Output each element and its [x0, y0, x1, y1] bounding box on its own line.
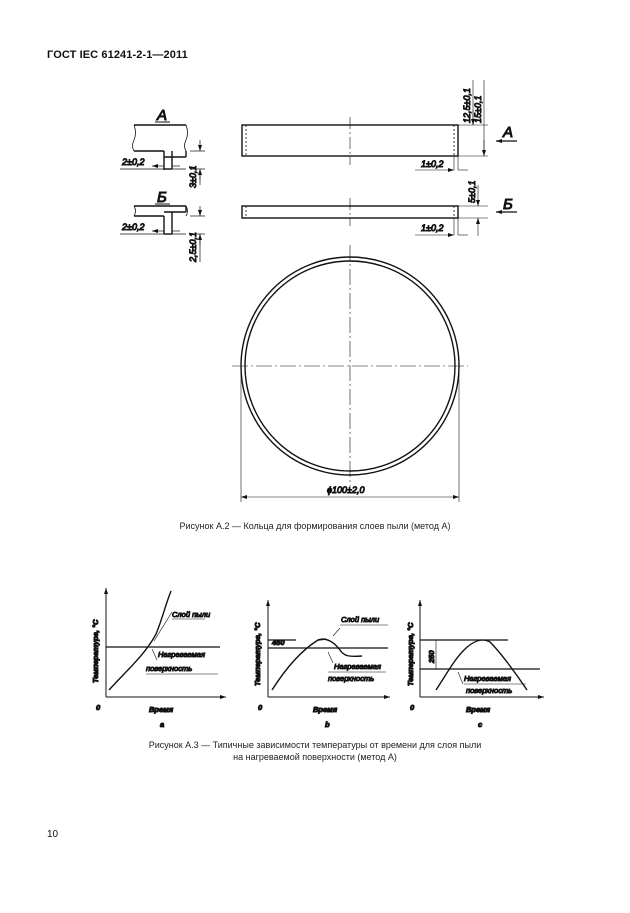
- dim-b-height: 2,5±0,1: [188, 232, 198, 262]
- chart-c-x-label: Время: [466, 705, 491, 714]
- dim-ring-b-h: 5±0,1: [467, 180, 477, 203]
- figure-a2-caption: Рисунок А.2 — Кольца для формирования слоев пыли (метод А): [179, 521, 451, 531]
- chart-b-label-layer: Слой пыли: [341, 615, 380, 624]
- chart-c: [406, 600, 544, 729]
- chart-a: [91, 588, 226, 729]
- chart-a-letter: a: [160, 720, 165, 729]
- dim-ring-a-h1: 12,5±0,1: [462, 88, 472, 123]
- chart-c-value-250: 250: [427, 650, 436, 663]
- document-header: ГОСТ IEC 61241-2-1—2011: [47, 49, 188, 61]
- view-arrow-a: А: [503, 124, 514, 141]
- dim-b-width: 2±0,2: [122, 222, 145, 232]
- chart-b-y-label: Температура, °С: [253, 622, 262, 686]
- detail-a: [120, 107, 205, 188]
- chart-a-origin: 0: [96, 703, 101, 712]
- chart-a-y-label: Температура, °С: [91, 619, 100, 683]
- chart-b-label-surface-2: поверхность: [328, 674, 375, 683]
- dim-ring-b-step: 1±0,2: [421, 223, 444, 233]
- chart-b-letter: b: [325, 720, 330, 729]
- ring-top-view: [232, 245, 468, 502]
- dim-diameter: ϕ100±2,0: [327, 485, 365, 495]
- dim-a-height: 3±0,1: [188, 165, 198, 188]
- chart-b-label-surface-1: Нагреваемая: [334, 662, 381, 671]
- page-number: 10: [47, 829, 59, 840]
- dim-a-width: 2±0,2: [122, 157, 145, 167]
- chart-a-label-layer: Слой пыли: [172, 610, 211, 619]
- dim-ring-a-step: 1±0,2: [421, 159, 444, 169]
- chart-b-x-label: Время: [313, 705, 338, 714]
- view-arrow-b: Б: [503, 196, 513, 213]
- ring-side-view-b: [242, 181, 517, 236]
- chart-a-label-surface-1: Нагреваемая: [158, 650, 205, 659]
- chart-c-origin: 0: [410, 703, 415, 712]
- chart-b-value-450: 450: [272, 638, 285, 647]
- chart-c-letter: c: [478, 720, 483, 729]
- chart-a-x-label: Время: [149, 705, 174, 714]
- dim-ring-a-h2: 15±0,1: [473, 95, 483, 123]
- chart-c-label-surface-2: поверхность: [466, 686, 513, 695]
- detail-b: [120, 189, 205, 263]
- chart-c-y-label: Температура, °С: [406, 622, 415, 686]
- section-a-label: А: [157, 107, 168, 124]
- chart-a-label-surface-2: поверхность: [146, 664, 193, 673]
- chart-c-label-surface-1: Нагреваемая: [464, 674, 511, 683]
- chart-b: [253, 600, 390, 729]
- section-b-label: Б: [157, 189, 167, 206]
- figure-a3-caption-line2: на нагреваемой поверхности (метод А): [233, 752, 397, 762]
- chart-b-origin: 0: [258, 703, 263, 712]
- figure-a3-caption-line1: Рисунок А.3 — Типичные зависимости температуры от времени для слоя пыли: [148, 740, 482, 750]
- ring-side-view-a: [242, 80, 517, 170]
